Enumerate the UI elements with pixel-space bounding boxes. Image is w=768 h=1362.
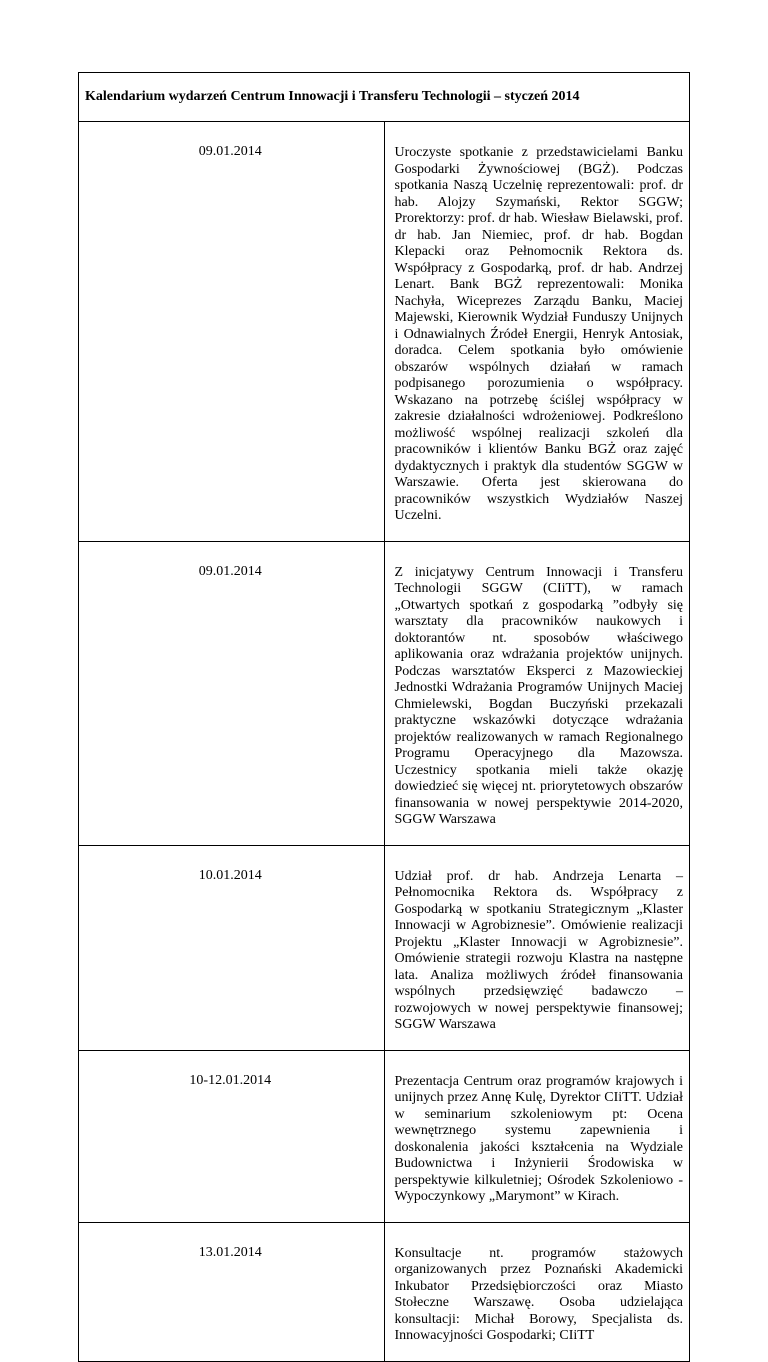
event-date: 09.01.2014	[198, 144, 262, 159]
event-row	[79, 122, 690, 542]
date-cell	[79, 845, 385, 1050]
description-cell	[384, 541, 690, 845]
event-description: Prezentacja Centrum oraz programów krajowych i unijnych przez Annę Kulę, Dyrektor CIiTT. Udział w seminarium szkoleniowym pt: Ocena wewnętrznego systemu zapewnienia i doskonalenia jakości kształcenia na Wydziale Budownictwa i Inżynierii Środowiska w perspektywie kilkuletniej; Ośrodek Szkoleniowo - Wypoczynkowy „Marymont” w Kirach.	[394, 1073, 683, 1204]
date-cell	[79, 541, 385, 845]
events-calendar-table	[78, 72, 690, 1362]
description-cell	[384, 1222, 690, 1361]
title-row	[79, 73, 690, 122]
event-description: Z inicjatywy Centrum Innowacji i Transferu Technologii SGGW (CIiTT), w ramach „Otwartych spotkań z gospodarką ”odbyły się warsztaty dla pracowników naukowych i doktorantów nt. sposobów właściwego aplikowania oraz wdrażania projektów unijnych. Podczas warsztatów Eksperci z Mazowieckiej Jednostki Wdrażania Programów Unijnych Maciej Chmielewski, Bogdan Buczyński przekazali praktyczne wskazówki dotyczące wdrażania projektów realizowanych w ramach Regionalnego Programu Operacyjnego dla Mazowsza. Uczestnicy spotkania mieli także okazję dowiedzieć się więcej nt. priorytetowych obszarów finansowania w nowej perspektywie 2014-2020, SGGW Warszawa	[394, 564, 683, 827]
event-row	[79, 1222, 690, 1361]
event-date: 10.01.2014	[198, 867, 262, 883]
event-description: Konsultacje nt. programów stażowych organizowanych przez Poznański Akademicki Inkubator Przedsiębiorczości oraz Miasto Stołeczne Warszawę. Osoba udzielająca konsultacji: Michał Borowy, Specjalista ds. Innowacyjności Gospodarki; CIiTT	[394, 1245, 683, 1343]
event-row	[79, 845, 690, 1050]
description-cell	[384, 845, 690, 1050]
event-row	[79, 1050, 690, 1222]
description-cell	[384, 1050, 690, 1222]
title-cell	[79, 73, 690, 122]
description-cell	[384, 122, 690, 542]
date-cell	[79, 1222, 385, 1361]
event-description: Uroczyste spotkanie z przedstawicielami Banku Gospodarki Żywnościowej (BGŻ). Podczas spotkania Naszą Uczelnię reprezentowali: prof. dr hab. Alojzy Szymański, Rektor SGGW; Prorektorzy: prof. dr hab. Wiesław Bielawski, prof. dr hab. Jan Niemiec, prof. dr hab. Bogdan Klepacki oraz Pełnomocnik Rektora ds. Współpracy z Gospodarką, prof. dr hab. Andrzej Lenart. Bank BGŻ reprezentowali: Monika Nachyła, Wiceprezes Zarządu Banku, Maciej Majewski, Kierownik Wydział Funduszy Unijnych i Odnawialnych Źródeł Energii, Henryk Antosiak, doradca. Celem spotkania było omówienie obszarów wspólnych działań w ramach podpisanego porozumienia o współpracy. Wskazano na potrzebę ściślej współpracy w zakresie działalności wdrożeniowej. Podkreślono możliwość wspólnej realizacji szkoleń dla pracowników i klientów Banku BGŻ oraz zajęć dydaktycznych i praktyk dla studentów SGGW w Warszawie. Oferta jest skierowana do pracowników wszystkich Wydziałów Naszej Uczelni.	[394, 145, 683, 523]
event-description: Udział prof. dr hab. Andrzeja Lenarta – Pełnomocnika Rektora ds. Współpracy z Gospodarką w spotkaniu Strategicznym „Klaster Innowacji w Agrobiznesie”. Omówienie realizacji Projektu „Klaster Innowacji w Agrobiznesie”. Omówienie strategii rozwoju Klastra na następne lata. Analiza możliwych źródeł finansowania wspólnych przedsięwzięć badawczo – rozwojowych w nowej perspektywie finansowej; SGGW Warszawa	[394, 868, 683, 1032]
event-date: 10-12.01.2014	[189, 1072, 272, 1088]
event-row	[79, 541, 690, 845]
document-title: Kalendarium wydarzeń Centrum Innowacji i Transferu Technologii – styczeń 2014	[85, 89, 580, 104]
event-date: 13.01.2014	[198, 1244, 262, 1260]
date-cell	[79, 122, 385, 542]
event-date: 09.01.2014	[198, 563, 262, 579]
date-cell	[79, 1050, 385, 1222]
